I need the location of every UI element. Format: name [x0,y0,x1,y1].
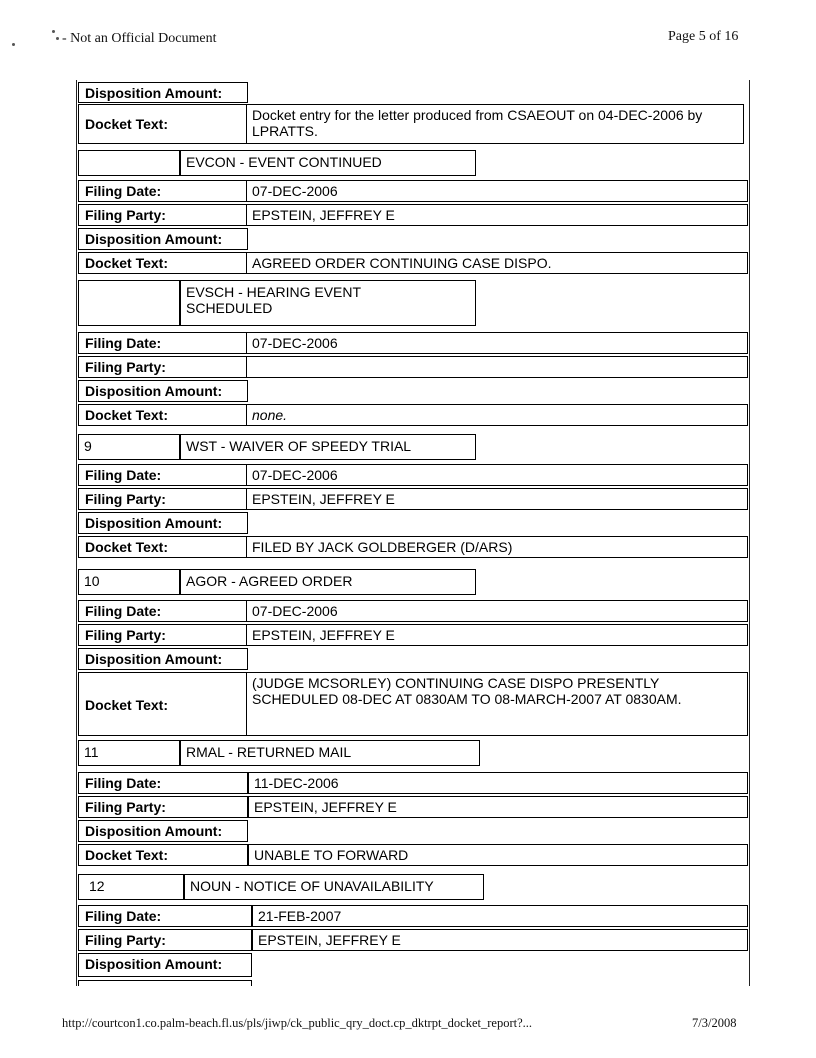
entry-number: 10 [78,569,180,595]
entry-event: RMAL - RETURNED MAIL [180,740,480,766]
field-value: EPSTEIN, JEFFREY E [246,488,748,510]
field-value: UNABLE TO FORWARD [248,844,748,866]
document-notice: - Not an Official Document [62,31,217,46]
field-label: Docket Text: [78,104,248,144]
field-label: Filing Date: [78,464,248,486]
field-label: Disposition Amount: [78,648,248,670]
source-url: http://courtcon1.co.palm-beach.fl.us/pls/jiwp/ck_public_qry_doct.cp_dktrpt_docket_report?... [62,1016,533,1030]
entry-event: AGOR - AGREED ORDER [180,569,476,595]
field-label: Filing Date: [78,905,252,927]
scan-speck [52,30,55,33]
field-value: (JUDGE MCSORLEY) CONTINUING CASE DISPO PRESENTLY SCHEDULED 08-DEC AT 0830AM TO 08-MARCH-2007 AT 0830AM. [246,672,748,736]
field-label: Filing Party: [78,929,252,951]
field-value: FILED BY JACK GOLDBERGER (D/ARS) [246,536,748,558]
table-right-border [749,80,750,986]
field-label: Filing Date: [78,600,248,622]
field-value: EPSTEIN, JEFFREY E [252,929,748,951]
field-label: Docket Text: [78,252,248,274]
field-label: Docket Text: [78,672,248,736]
entry-number: 11 [78,740,180,766]
field-label: Disposition Amount: [78,82,248,103]
field-value: Docket entry for the letter produced from CSAEOUT on 04-DEC-2006 by LPRATTS. [246,104,744,144]
field-value: 21-FEB-2007 [252,905,748,927]
entry-event: WST - WAIVER OF SPEEDY TRIAL [180,434,476,460]
field-value: EPSTEIN, JEFFREY E [248,796,748,818]
field-value: 07-DEC-2006 [246,180,748,202]
field-label: Disposition Amount: [78,228,248,250]
field-value: AGREED ORDER CONTINUING CASE DISPO. [246,252,748,274]
docket-table [76,80,750,986]
entry-number [78,150,180,176]
field-value: 07-DEC-2006 [246,464,748,486]
field-value: 07-DEC-2006 [246,600,748,622]
field-value [246,356,748,378]
field-label: Filing Party: [78,796,248,818]
field-label: Filing Date: [78,332,248,354]
field-label: Filing Party: [78,356,248,378]
scan-speck [56,37,59,40]
field-label: Filing Date: [78,180,248,202]
field-value: 11-DEC-2006 [248,772,748,794]
table-left-border [76,80,77,986]
entry-number: 9 [78,434,180,460]
field-label: Filing Party: [78,624,248,646]
field-label: Filing Party: [78,204,248,226]
page-number: Page 5 of 16 [668,29,739,44]
field-label: Docket Text: [78,844,248,866]
scan-speck [12,43,15,46]
field-label: Filing Party: [78,488,248,510]
field-label-cutoff [78,980,252,986]
field-label: Disposition Amount: [78,512,248,534]
field-label: Disposition Amount: [78,953,252,977]
field-value: none. [246,404,748,426]
entry-event: NOUN - NOTICE OF UNAVAILABILITY [184,874,484,900]
field-label: Docket Text: [78,536,248,558]
field-label: Docket Text: [78,404,248,426]
entry-number [78,280,180,326]
entry-number: 12 [78,874,184,900]
field-label: Disposition Amount: [78,820,248,842]
field-value: EPSTEIN, JEFFREY E [246,624,748,646]
field-value: 07-DEC-2006 [246,332,748,354]
entry-event: EVCON - EVENT CONTINUED [180,150,476,176]
field-label: Filing Date: [78,772,248,794]
print-date: 7/3/2008 [692,1016,737,1030]
field-label: Disposition Amount: [78,380,248,402]
field-value: EPSTEIN, JEFFREY E [246,204,748,226]
entry-event: EVSCH - HEARING EVENT SCHEDULED [180,280,476,326]
